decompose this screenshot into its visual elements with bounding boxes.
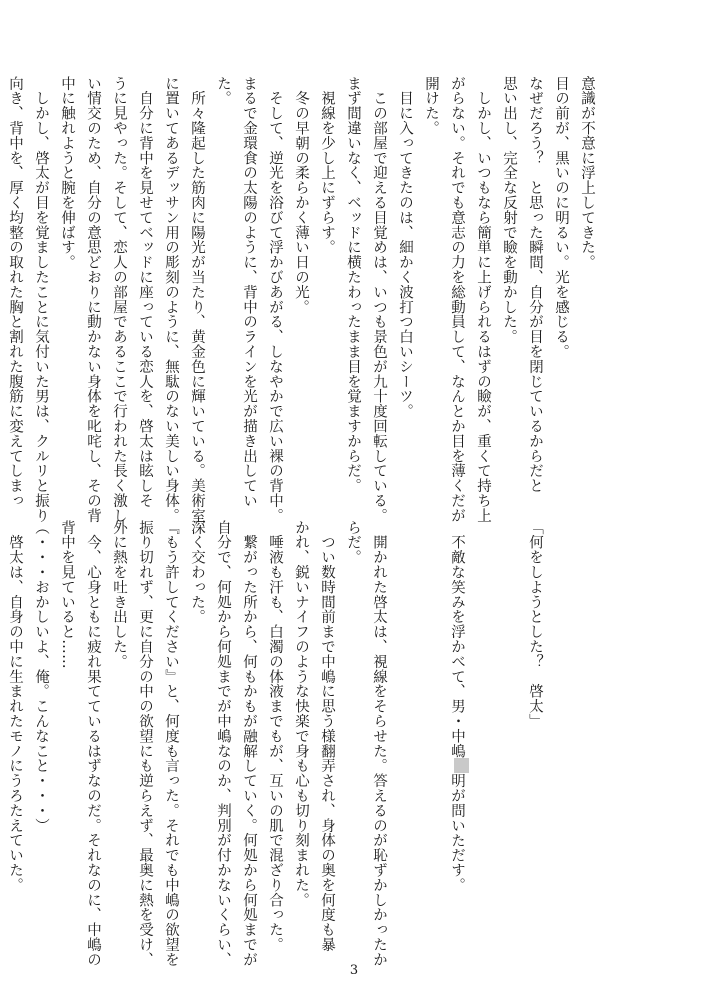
text-line: 背中を見ていると…… — [59, 520, 75, 669]
text-line: 啓太は、自身の中に生まれたモノにうろたえていた。 — [7, 520, 23, 893]
lower-text-block — [7, 520, 600, 967]
text-line: 深く交わった。 — [189, 520, 205, 625]
text-line: かれ、鋭いナイフのような快楽で身も心も切り刻まれた。 — [293, 520, 309, 908]
text-line: なぜだろう？ と思った瞬間、自分が目を閉じているからだと — [527, 76, 543, 494]
text-line: がらない。それでも意志の力を総動員して、なんとか目を薄くだが — [449, 76, 465, 523]
text-line: 外に熱を吐き出した。 — [111, 520, 127, 669]
text-line: 開かれた啓太は、視線をそらせた。答えるのが恥ずかしかったか — [371, 520, 387, 967]
text-line: 意識が不意に浮上してきた。 — [579, 76, 595, 270]
text-line: 不敵な笑みを浮かべて、男・中嶋明が問いただす。 — [444, 520, 470, 915]
text-line: 自分で、何処から何処までが中嶋なのか、判別が付かないくらい、 — [215, 520, 231, 967]
text-line: 『もう許してください』と、何度も言った。それでも中嶋の欲望を — [163, 520, 179, 967]
text-line: まず間違いなく、ベッドに横たわったまま目を覚ますからだ。 — [345, 76, 361, 494]
text-line: 今、心身ともに疲れ果てているはずなのだ。それなのに、中嶋の — [85, 520, 101, 967]
text-line: 繋がった所から、何もかもが融解していく。何処から何処までが — [241, 520, 257, 967]
text-line: た。 — [215, 76, 231, 106]
text-line: しかし、啓太が目を覚ましたことに気付いた男は、クルリと振り — [33, 76, 49, 523]
text-line: つい数時間前まで中嶋に思う様翻弄され、身体の奥を何度も暴 — [319, 520, 335, 953]
page-number: 3 — [349, 963, 359, 978]
text-line: 思い出し、完全な反射で瞼を動かした。 — [501, 76, 517, 345]
text-line: 中に触れようと腕を伸ばす。 — [59, 76, 75, 270]
text-line: い情交のため、自分の意思どおりに動かない身体を叱咤し、その背 — [85, 76, 101, 523]
text-line: この部屋で迎える目覚めは、いつも景色が九十度回転している。 — [371, 76, 387, 523]
text-line: に置いてあるデッサン用の彫刻のように、無駄のない美しい身体。 — [163, 76, 179, 523]
text-line — [0, 520, 2, 915]
text-line: （・・・おかしいよ、俺。こんなこと・・・） — [33, 520, 49, 833]
text-line: 自分に背中を見せてベッドに座っている恋人を、啓太は眩しそ — [137, 76, 153, 509]
text-line: 冬の早朝の柔らかく薄い日の光。 — [293, 76, 309, 315]
text-line: 「何をしようとした？ 啓太」 — [527, 520, 543, 729]
upper-text-block — [7, 76, 600, 523]
text-line: 目の前が、黒いのに明るい。光を感じる。 — [553, 76, 569, 360]
text-line: 所々隆起した筋肉に陽光が当たり、黄金色に輝いている。美術室 — [189, 76, 205, 523]
text-line: うに見やった。そして、恋人の部屋であるここで行われた長く激し — [111, 76, 127, 523]
redacted-mark — [454, 758, 469, 773]
text-line: 開けた。 — [423, 76, 439, 136]
text-line: 唾液も汗も、白濁の体液までもが、互いの肌で混ざり合った。 — [267, 520, 283, 953]
text-line: しかし、いつもなら簡単に上げられるはずの瞼が、重くて持ち上 — [475, 76, 491, 523]
text-line: まるで金環食の太陽のように、背中のラインを光が描き出してい — [241, 76, 257, 509]
text-line: 向き、背中を、厚く均整の取れた胸と割れた腹筋に変えてしまっ — [7, 76, 23, 509]
text-line: らだ。 — [345, 520, 361, 565]
text-line: 視線を少し上にずらす。 — [319, 76, 335, 255]
text-line: そして、逆光を浴びて浮かびあがる、しなやかで広い裸の背中。 — [267, 76, 283, 523]
text-line: 振り切れず、更に自分の中の欲望にも逆らえず、最奥に熱を受け、 — [137, 520, 153, 967]
text-line: 目に入ってきたのは、細かく波打つ白いシーツ。 — [397, 76, 413, 419]
